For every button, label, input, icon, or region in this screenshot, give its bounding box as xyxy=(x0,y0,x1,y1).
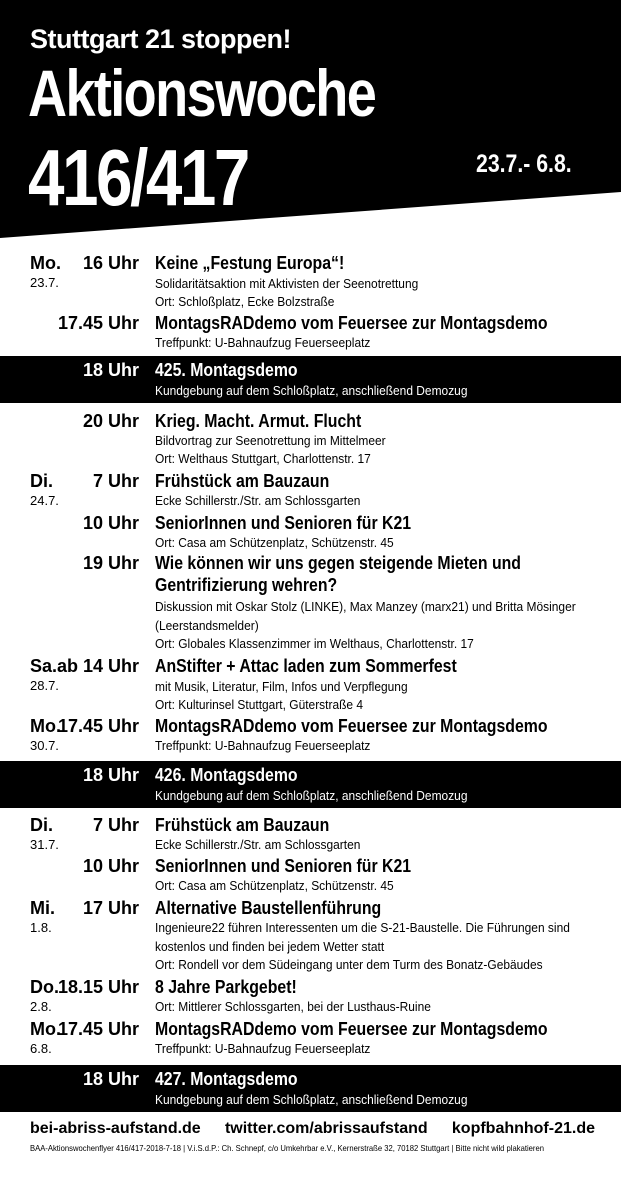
event-day: Mo. xyxy=(30,253,61,273)
event-title: AnStifter + Attac laden zum Sommerfest xyxy=(155,656,457,676)
event-description: mit Musik, Literatur, Film, Infos und Verpflegung xyxy=(155,679,408,694)
event-description: Treffpunkt: U-Bahnaufzug Feuerseeplatz xyxy=(155,738,371,753)
kopfbahnhof-link[interactable]: kopfbahnhof-21.de xyxy=(451,1120,595,1137)
event-time: 18 Uhr xyxy=(82,765,139,785)
event-date: 23.7. xyxy=(30,275,59,290)
event-day: Mi. xyxy=(30,898,55,918)
event-title: Krieg. Macht. Armut. Flucht xyxy=(155,411,362,431)
event-time: 19 Uhr xyxy=(82,553,139,573)
highlight-band xyxy=(0,356,621,403)
event-date: 24.7. xyxy=(30,493,59,508)
event-day: Mo. xyxy=(30,1019,61,1039)
event-location: Ecke Schillerstr./Str. am Schlossgarten xyxy=(155,493,361,508)
event-day: Do. xyxy=(30,977,59,997)
event-location: Ort: Globales Klassenzimmer im Welthaus, Charlottenstr. 17 xyxy=(155,636,474,651)
header-title: Aktionswoche xyxy=(28,56,376,130)
event-title: MontagsRADdemo vom Feuersee zur Montagsdemo xyxy=(155,716,548,736)
event-time: 17 Uhr xyxy=(82,898,139,918)
highlight-band xyxy=(0,1065,621,1112)
event-title: SeniorInnen und Senioren für K21 xyxy=(155,513,412,533)
event-title: Alternative Baustellenführung xyxy=(155,898,382,918)
event-time: 18 Uhr xyxy=(82,360,139,380)
event-time: 17.45 Uhr xyxy=(57,1019,139,1039)
event-day: Sa. xyxy=(30,656,58,676)
header-number: 416/417 xyxy=(28,133,248,222)
event-day: Mo. xyxy=(30,716,61,736)
event-location: Ecke Schillerstr./Str. am Schlossgarten xyxy=(155,837,361,852)
event-time: 17.45 Uhr xyxy=(57,716,139,736)
event-date: 28.7. xyxy=(30,678,59,693)
imprint-text: BAA-Aktionswochenflyer 416/417-2018-7-18 | V.i.S.d.P.: Ch. Schnepf, c/o Umkehrbar e.V., Kernerstraße 32, 70182 Stuttgart | Bitte nicht wild plakatieren xyxy=(30,1143,544,1153)
event-title: Wie können wir uns gegen steigende Mieten und Gentrifizierung wehren? xyxy=(155,553,521,595)
event-location: Ort: Mittlerer Schlossgarten, bei der Lusthaus-Ruine xyxy=(155,999,431,1014)
highlight-band xyxy=(0,761,621,808)
event-title: Frühstück am Bauzaun xyxy=(155,471,330,491)
event-date: 31.7. xyxy=(30,837,59,852)
event-time: 10 Uhr xyxy=(82,513,139,533)
event-time: ab 14 Uhr xyxy=(56,656,139,676)
event-title: Frühstück am Bauzaun xyxy=(155,815,330,835)
event-title: 425. Montagsdemo xyxy=(155,360,298,380)
event-location: Ort: Kulturinsel Stuttgart, Güterstraße 4 xyxy=(155,697,364,712)
event-time: 18.15 Uhr xyxy=(57,977,139,997)
event-location: Ort: Casa am Schützenplatz, Schützenstr. 45 xyxy=(155,535,394,550)
event-time: 10 Uhr xyxy=(82,856,139,876)
event-location: Ort: Casa am Schützenplatz, Schützenstr. 45 xyxy=(155,878,394,893)
event-time: 16 Uhr xyxy=(82,253,139,273)
event-title: 426. Montagsdemo xyxy=(155,765,298,785)
event-time: 7 Uhr xyxy=(92,815,139,835)
website-link[interactable]: bei-abriss-aufstand.de xyxy=(30,1120,201,1137)
event-day: Di. xyxy=(30,815,54,835)
event-day: Di. xyxy=(30,471,54,491)
event-description: Treffpunkt: U-Bahnaufzug Feuerseeplatz xyxy=(155,1041,371,1056)
event-date: 6.8. xyxy=(30,1041,52,1056)
event-description: Ingenieure22 führen Interessenten um die S-21-Baustelle. Die Führungen sind kostenlos und finden bei jedem Wetter statt xyxy=(155,920,570,954)
header-subtitle: Stuttgart 21 stoppen! xyxy=(30,24,292,54)
event-time: 17.45 Uhr xyxy=(57,313,139,333)
event-description: Bildvortrag zur Seenotrettung im Mittelmeer xyxy=(155,433,386,448)
event-location: Ort: Rondell vor dem Südeingang unter dem Turm des Bonatz-Gebäudes xyxy=(155,957,543,972)
event-title: Keine „Festung Europa“! xyxy=(155,253,345,273)
event-location: Ort: Schloßplatz, Ecke Bolzstraße xyxy=(155,294,335,309)
twitter-link[interactable]: twitter.com/abrissaufstand xyxy=(224,1120,428,1137)
event-description: Kundgebung auf dem Schloßplatz, anschließend Demozug xyxy=(155,383,468,398)
header-banner xyxy=(0,0,621,240)
event-title: MontagsRADdemo vom Feuersee zur Montagsdemo xyxy=(155,313,548,333)
event-date: 30.7. xyxy=(30,738,59,753)
event-location: Ort: Welthaus Stuttgart, Charlottenstr. 17 xyxy=(155,451,371,466)
event-time: 20 Uhr xyxy=(82,411,139,431)
event-time: 18 Uhr xyxy=(82,1069,139,1089)
event-description: Solidaritätsaktion mit Aktivisten der Seenotrettung xyxy=(155,276,419,291)
event-description: Kundgebung auf dem Schloßplatz, anschließend Demozug xyxy=(155,1092,468,1107)
event-time: 7 Uhr xyxy=(92,471,139,491)
event-title: MontagsRADdemo vom Feuersee zur Montagsdemo xyxy=(155,1019,548,1039)
event-description: Treffpunkt: U-Bahnaufzug Feuerseeplatz xyxy=(155,335,371,350)
header-dates: 23.7.- 6.8. xyxy=(476,150,572,178)
event-date: 2.8. xyxy=(30,999,52,1014)
event-description: Kundgebung auf dem Schloßplatz, anschließend Demozug xyxy=(155,788,468,803)
event-date: 1.8. xyxy=(30,920,52,935)
footer-links xyxy=(30,1120,595,1138)
event-description: Diskussion mit Oskar Stolz (LINKE), Max Manzey (marx21) und Britta Mösinger (Leerstandsmelder) xyxy=(155,599,576,633)
event-title: SeniorInnen und Senioren für K21 xyxy=(155,856,412,876)
event-title: 427. Montagsdemo xyxy=(155,1069,298,1089)
event-title: 8 Jahre Parkgebet! xyxy=(155,977,297,997)
